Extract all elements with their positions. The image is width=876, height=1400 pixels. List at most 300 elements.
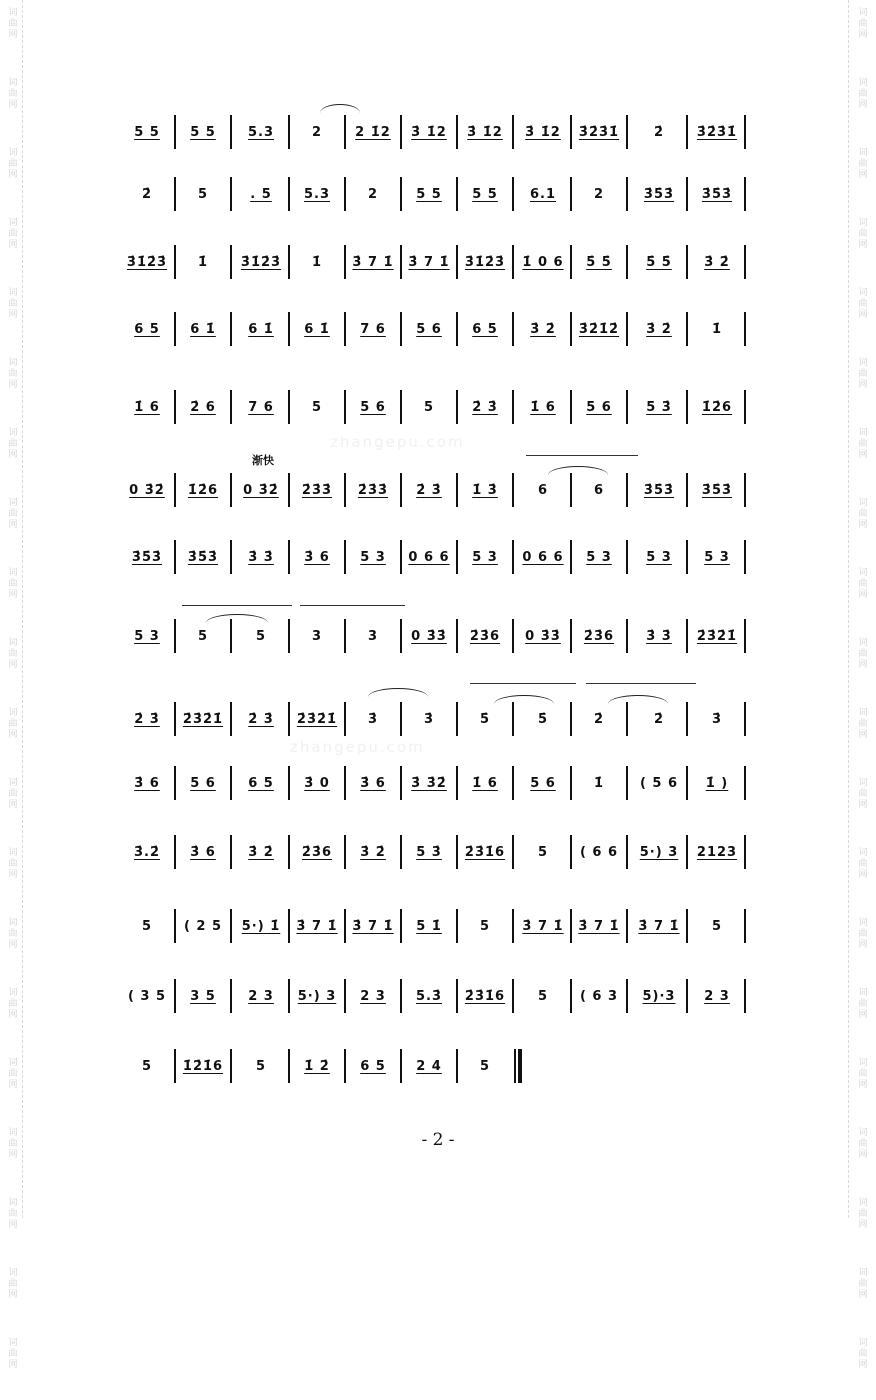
bar-line bbox=[230, 619, 232, 653]
side-mark bbox=[856, 1190, 870, 1260]
bar-line bbox=[512, 702, 514, 736]
side-mark bbox=[6, 1330, 20, 1400]
side-mark-char: 曲 bbox=[858, 649, 868, 659]
measure-notes: 1̇ 6 bbox=[530, 400, 556, 415]
measure-notes: 5 bbox=[197, 187, 209, 202]
side-mark bbox=[856, 1330, 870, 1400]
final-barline-thin bbox=[514, 1049, 516, 1083]
side-mark-char: 词 bbox=[858, 288, 868, 298]
measure-notes: 2 bbox=[593, 187, 605, 202]
measure-notes: 5)·3 bbox=[642, 989, 676, 1004]
right-watermark-column bbox=[856, 0, 870, 1400]
bar-line bbox=[686, 177, 688, 211]
side-mark-char: 曲 bbox=[8, 999, 18, 1009]
measure-notes: 5·) 1̇ bbox=[241, 919, 281, 934]
side-mark-char: 网 bbox=[8, 1220, 18, 1230]
score-row bbox=[120, 388, 760, 428]
final-barline-thick bbox=[518, 1049, 522, 1083]
tempo-marking: 渐快 bbox=[252, 454, 274, 467]
measure-notes: 2123 bbox=[696, 845, 738, 860]
measure-notes: 5 5 bbox=[416, 187, 442, 202]
measure-notes: 5 3 bbox=[586, 550, 612, 565]
side-mark-char: 网 bbox=[8, 1150, 18, 1160]
measure-notes: 2 3 bbox=[248, 989, 274, 1004]
measure-notes: 0 3̇3̇ bbox=[411, 629, 447, 644]
bar-line bbox=[230, 979, 232, 1013]
side-mark bbox=[6, 210, 20, 280]
side-mark-char: 网 bbox=[858, 30, 868, 40]
side-mark bbox=[6, 1190, 20, 1260]
side-mark-char: 词 bbox=[858, 918, 868, 928]
slur-mark bbox=[608, 695, 668, 704]
measure-notes: 3̇ bbox=[423, 712, 435, 727]
side-mark-char: 网 bbox=[8, 590, 18, 600]
side-mark-char: 词 bbox=[858, 1058, 868, 1068]
measure-notes: 1̇ bbox=[197, 255, 209, 270]
bar-line bbox=[686, 835, 688, 869]
side-mark-char: 网 bbox=[8, 450, 18, 460]
measure-notes: 3̇ 2̇ bbox=[360, 845, 386, 860]
measure-notes: 3̇ 1̇2 bbox=[467, 125, 503, 140]
side-mark bbox=[856, 140, 870, 210]
measure-notes: 2̇3̇6 bbox=[301, 845, 333, 860]
bar-line bbox=[744, 177, 746, 211]
bar-line bbox=[626, 835, 628, 869]
measure-notes: 5̇ bbox=[479, 712, 491, 727]
side-mark-char: 网 bbox=[858, 1150, 868, 1160]
side-mark-char: 曲 bbox=[8, 1139, 18, 1149]
side-mark-char: 网 bbox=[858, 590, 868, 600]
side-mark-char: 曲 bbox=[858, 929, 868, 939]
side-mark-char: 网 bbox=[858, 100, 868, 110]
measure-notes: 1̇ bbox=[711, 322, 723, 337]
side-mark-char: 词 bbox=[858, 848, 868, 858]
bar-line bbox=[626, 390, 628, 424]
side-mark-char: 曲 bbox=[8, 299, 18, 309]
side-mark bbox=[856, 630, 870, 700]
measure-notes: 2̇3̇3̇ bbox=[301, 483, 333, 498]
side-mark-char: 网 bbox=[858, 730, 868, 740]
bar-line bbox=[512, 390, 514, 424]
measure-notes: 5 6 bbox=[586, 400, 612, 415]
side-mark-char: 词 bbox=[858, 78, 868, 88]
bar-line bbox=[686, 473, 688, 507]
left-page-border bbox=[22, 0, 24, 1218]
bar-line bbox=[230, 473, 232, 507]
side-mark-char: 网 bbox=[858, 800, 868, 810]
bar-line bbox=[626, 909, 628, 943]
side-mark bbox=[6, 420, 20, 490]
side-mark-char: 词 bbox=[8, 358, 18, 368]
measure-notes: 6 bbox=[537, 483, 549, 498]
side-mark-char: 曲 bbox=[858, 999, 868, 1009]
side-mark-char: 网 bbox=[858, 450, 868, 460]
measure-notes: 5 3 bbox=[704, 550, 730, 565]
bar-line bbox=[744, 979, 746, 1013]
side-mark-char: 曲 bbox=[8, 859, 18, 869]
measure-notes: 2̇ 3̇ bbox=[472, 400, 498, 415]
measure-notes: 5 bbox=[423, 400, 435, 415]
measure-notes: 3 bbox=[367, 629, 379, 644]
measure-notes: 0 6 6 bbox=[522, 550, 564, 565]
side-mark-char: 曲 bbox=[8, 19, 18, 29]
bar-line bbox=[512, 766, 514, 800]
bar-line bbox=[626, 312, 628, 346]
side-mark bbox=[6, 70, 20, 140]
bar-line bbox=[230, 702, 232, 736]
measure-notes: 6.1 bbox=[529, 187, 557, 202]
side-mark bbox=[856, 0, 870, 70]
measure-notes: 5 6 bbox=[530, 776, 556, 791]
measure-notes: 5 6 bbox=[190, 776, 216, 791]
measure-notes: 3̇1̇2̇3̇ bbox=[240, 255, 282, 270]
measure-notes: 2̇3̇2̇1̇ bbox=[182, 712, 224, 727]
measure-notes: 6 1̇ bbox=[190, 322, 216, 337]
side-mark-char: 网 bbox=[8, 170, 18, 180]
measure-notes: 1̇ 2̇ bbox=[304, 1059, 330, 1074]
bar-line bbox=[512, 177, 514, 211]
measure-notes: 6 1̇ bbox=[248, 322, 274, 337]
side-mark-char: 词 bbox=[8, 988, 18, 998]
measure-notes: 3̇1̇2̇3̇ bbox=[126, 255, 168, 270]
side-mark-char: 词 bbox=[858, 988, 868, 998]
side-mark-char: 网 bbox=[8, 870, 18, 880]
side-mark-char: 网 bbox=[858, 1010, 868, 1020]
bar-line bbox=[744, 473, 746, 507]
side-mark-char: 网 bbox=[858, 380, 868, 390]
side-mark bbox=[856, 280, 870, 350]
side-mark-char: 词 bbox=[858, 568, 868, 578]
bar-line bbox=[744, 766, 746, 800]
measure-notes: 3̇ 7 1̇ bbox=[296, 919, 338, 934]
measure-notes: 3̇.2̇ bbox=[133, 845, 161, 860]
measure-notes: 5.3̇ bbox=[415, 989, 443, 1004]
side-mark-char: 词 bbox=[858, 638, 868, 648]
side-mark bbox=[856, 1260, 870, 1330]
side-mark-char: 词 bbox=[858, 1128, 868, 1138]
measure-notes: 7 6 bbox=[360, 322, 386, 337]
watermark-text-2: zhangepu.com bbox=[290, 738, 425, 756]
measure-notes: 3̇2̇3̇1̇ bbox=[578, 125, 620, 140]
side-mark-char: 曲 bbox=[858, 579, 868, 589]
measure-notes: 3̇5̇3̇ bbox=[701, 483, 733, 498]
side-mark-char: 词 bbox=[8, 1198, 18, 1208]
score-row bbox=[120, 617, 760, 657]
side-mark-char: 网 bbox=[858, 870, 868, 880]
bar-line bbox=[626, 619, 628, 653]
side-mark-char: 网 bbox=[8, 730, 18, 740]
measure-notes: 3 5 bbox=[190, 989, 216, 1004]
side-mark-char: 词 bbox=[858, 428, 868, 438]
side-mark bbox=[6, 700, 20, 770]
side-mark-char: 词 bbox=[858, 8, 868, 18]
bar-line bbox=[626, 540, 628, 574]
measure-notes: 3̇ 2̇ bbox=[646, 322, 672, 337]
bar-line bbox=[744, 540, 746, 574]
measure-notes: 5 bbox=[141, 1059, 153, 1074]
bar-line bbox=[512, 540, 514, 574]
measure-notes: 6 bbox=[593, 483, 605, 498]
score-row bbox=[120, 700, 760, 740]
bar-line bbox=[230, 1049, 232, 1083]
bar-line bbox=[626, 473, 628, 507]
side-mark bbox=[6, 140, 20, 210]
bar-line bbox=[512, 245, 514, 279]
measure-notes: 5 3 bbox=[472, 550, 498, 565]
left-watermark-column bbox=[6, 0, 20, 1400]
measure-notes: 5 6 bbox=[416, 322, 442, 337]
measure-notes: 5 3̇ bbox=[646, 400, 672, 415]
bar-line bbox=[512, 979, 514, 1013]
side-mark-char: 网 bbox=[8, 1080, 18, 1090]
side-mark-char: 词 bbox=[858, 148, 868, 158]
side-mark-char: 网 bbox=[8, 1360, 18, 1370]
measure-notes: ( 5 6 bbox=[639, 776, 679, 791]
side-mark bbox=[856, 700, 870, 770]
measure-notes: 1̇2̇6 bbox=[701, 400, 733, 415]
measure-notes: 2̇ bbox=[593, 712, 605, 727]
fermata-bracket bbox=[470, 683, 576, 684]
side-mark-char: 网 bbox=[8, 380, 18, 390]
measure-notes: 5 bbox=[141, 919, 153, 934]
score-row bbox=[120, 471, 760, 511]
bar-line bbox=[626, 766, 628, 800]
measure-notes: 5 3̇ bbox=[416, 845, 442, 860]
side-mark-char: 曲 bbox=[8, 929, 18, 939]
bar-line bbox=[626, 177, 628, 211]
bar-line bbox=[686, 540, 688, 574]
measure-notes: 3̇ 0 bbox=[304, 776, 330, 791]
measure-notes: 1̇ 6 bbox=[472, 776, 498, 791]
side-mark-char: 曲 bbox=[858, 1349, 868, 1359]
fermata-bracket bbox=[300, 605, 405, 606]
measure-notes: 1̇ bbox=[593, 776, 605, 791]
bar-line bbox=[512, 909, 514, 943]
side-mark bbox=[856, 350, 870, 420]
measure-notes: 1̇2̇1̇6 bbox=[182, 1059, 224, 1074]
measure-notes: 3̇ 2̇ bbox=[530, 322, 556, 337]
bar-line bbox=[230, 909, 232, 943]
bar-line bbox=[230, 766, 232, 800]
measure-notes: 1̇ 6 bbox=[134, 400, 160, 415]
measure-notes: 3̇5̇3̇ bbox=[643, 187, 675, 202]
bar-line bbox=[686, 766, 688, 800]
side-mark-char: 词 bbox=[858, 218, 868, 228]
measure-notes: 5 bbox=[479, 919, 491, 934]
side-mark-char: 网 bbox=[858, 1290, 868, 1300]
measure-notes: 2 4 bbox=[416, 1059, 442, 1074]
side-mark-char: 网 bbox=[8, 800, 18, 810]
side-mark bbox=[856, 980, 870, 1050]
side-mark-char: 网 bbox=[8, 310, 18, 320]
side-mark bbox=[856, 840, 870, 910]
measure-notes: 5 3 bbox=[134, 629, 160, 644]
measure-notes: 1̇2̇6 bbox=[187, 483, 219, 498]
measure-notes: 5 bbox=[537, 989, 549, 1004]
bar-line bbox=[744, 390, 746, 424]
slur-mark bbox=[548, 466, 608, 475]
side-mark-char: 曲 bbox=[8, 1279, 18, 1289]
bar-line bbox=[512, 835, 514, 869]
measure-notes: 2̇3̇2̇1̇ bbox=[296, 712, 338, 727]
side-mark-char: 网 bbox=[8, 520, 18, 530]
side-mark-char: 词 bbox=[858, 778, 868, 788]
side-mark-char: 曲 bbox=[8, 1069, 18, 1079]
measure-notes: 5̇ bbox=[537, 712, 549, 727]
side-mark bbox=[856, 910, 870, 980]
measure-notes: 2̇ 3̇ bbox=[134, 712, 160, 727]
score-row bbox=[120, 310, 760, 350]
side-mark bbox=[6, 0, 20, 70]
measure-notes: 5 bbox=[711, 919, 723, 934]
bar-line bbox=[626, 245, 628, 279]
side-mark-char: 曲 bbox=[8, 719, 18, 729]
measure-notes: 3̇ 1̇2 bbox=[525, 125, 561, 140]
bar-line bbox=[686, 312, 688, 346]
bar-line bbox=[230, 390, 232, 424]
side-mark-char: 网 bbox=[8, 30, 18, 40]
side-mark-char: 网 bbox=[858, 240, 868, 250]
side-mark bbox=[6, 280, 20, 350]
measure-notes: 5 bbox=[197, 629, 209, 644]
side-mark-char: 词 bbox=[8, 708, 18, 718]
measure-notes: 3̇ 3̇2̇ bbox=[411, 776, 447, 791]
score-row bbox=[120, 175, 760, 215]
fermata-bracket bbox=[182, 605, 292, 606]
bar-line bbox=[512, 473, 514, 507]
side-mark-char: 曲 bbox=[858, 509, 868, 519]
measure-notes: 3̇ 6 bbox=[360, 776, 386, 791]
side-mark-char: 词 bbox=[858, 1268, 868, 1278]
measure-notes: 1̇ 3̇ bbox=[472, 483, 498, 498]
measure-notes: 5 5 bbox=[134, 125, 160, 140]
side-mark-char: 网 bbox=[8, 1290, 18, 1300]
measure-notes: 2̇ 3̇ bbox=[416, 483, 442, 498]
side-mark-char: 曲 bbox=[858, 299, 868, 309]
bar-line bbox=[230, 245, 232, 279]
slur-mark bbox=[368, 688, 428, 697]
measure-notes: 5 6 bbox=[360, 400, 386, 415]
score-row bbox=[120, 538, 760, 578]
page-number: - 2 - bbox=[421, 1130, 455, 1150]
bar-line bbox=[744, 702, 746, 736]
measure-notes: 3̇ 7 1̇ bbox=[578, 919, 620, 934]
measure-notes: 0 3̇2̇ bbox=[243, 483, 279, 498]
measure-notes: 2̇3̇3̇ bbox=[357, 483, 389, 498]
slur-mark bbox=[320, 104, 360, 113]
measure-notes: 1̇ 0 6 bbox=[522, 255, 564, 270]
bar-line bbox=[744, 909, 746, 943]
side-mark-char: 网 bbox=[858, 1080, 868, 1090]
measure-notes: 3̇ bbox=[367, 712, 379, 727]
measure-notes: 2̇3̇1̇6 bbox=[464, 989, 506, 1004]
measure-notes: 2 bbox=[311, 125, 323, 140]
side-mark bbox=[856, 70, 870, 140]
measure-notes: 5 bbox=[537, 845, 549, 860]
side-mark-char: 曲 bbox=[8, 649, 18, 659]
bar-line bbox=[686, 390, 688, 424]
measure-notes: 2̇3̇2̇1̇ bbox=[696, 629, 738, 644]
measure-notes: 3 bbox=[311, 629, 323, 644]
side-mark-char: 词 bbox=[8, 8, 18, 18]
side-mark bbox=[6, 1260, 20, 1330]
measure-notes: 6 5 bbox=[360, 1059, 386, 1074]
bar-line bbox=[686, 909, 688, 943]
side-mark-char: 曲 bbox=[8, 369, 18, 379]
measure-notes: 5 1̇ bbox=[416, 919, 442, 934]
side-mark-char: 词 bbox=[858, 1338, 868, 1348]
fermata-bracket bbox=[586, 683, 696, 684]
measure-notes: 5·) 3 bbox=[639, 845, 679, 860]
measure-notes: 3̇5̇3̇ bbox=[701, 187, 733, 202]
measure-notes: 1̇ ) bbox=[705, 776, 729, 791]
bar-line bbox=[626, 702, 628, 736]
measure-notes: 2̇ bbox=[141, 187, 153, 202]
measure-notes: 2̇ bbox=[653, 712, 665, 727]
side-mark-char: 词 bbox=[8, 498, 18, 508]
side-mark-char: 词 bbox=[8, 1338, 18, 1348]
side-mark-char: 曲 bbox=[858, 19, 868, 29]
measure-notes: 6 1̇ bbox=[304, 322, 330, 337]
side-mark-char: 曲 bbox=[8, 229, 18, 239]
bar-line bbox=[744, 835, 746, 869]
side-mark-char: 词 bbox=[8, 218, 18, 228]
measure-notes: 2̇ 6 bbox=[190, 400, 216, 415]
measure-notes: 2̇3̇6 bbox=[469, 629, 501, 644]
measure-notes: 0 3̇2̇ bbox=[129, 483, 165, 498]
measure-notes: 5 5 bbox=[472, 187, 498, 202]
measure-notes: 3̇ 6 bbox=[134, 776, 160, 791]
side-mark-char: 网 bbox=[8, 660, 18, 670]
bar-line bbox=[744, 245, 746, 279]
side-mark-char: 曲 bbox=[8, 509, 18, 519]
side-mark bbox=[856, 1050, 870, 1120]
side-mark-char: 曲 bbox=[858, 159, 868, 169]
side-mark-char: 词 bbox=[8, 78, 18, 88]
side-mark bbox=[6, 840, 20, 910]
bar-line bbox=[744, 115, 746, 149]
slur-mark bbox=[494, 695, 554, 704]
side-mark bbox=[856, 560, 870, 630]
side-mark bbox=[856, 420, 870, 490]
side-mark-char: 曲 bbox=[8, 159, 18, 169]
side-mark bbox=[856, 770, 870, 840]
side-mark bbox=[6, 630, 20, 700]
score-row bbox=[120, 1047, 760, 1087]
watermark-text: zhangepu.com bbox=[330, 433, 465, 451]
side-mark-char: 词 bbox=[8, 918, 18, 928]
score-row bbox=[120, 243, 760, 283]
bar-line bbox=[230, 312, 232, 346]
measure-notes: 5 3 bbox=[646, 550, 672, 565]
side-mark-char: 网 bbox=[858, 660, 868, 670]
bar-line bbox=[686, 702, 688, 736]
measure-notes: 5 bbox=[311, 400, 323, 415]
side-mark-char: 网 bbox=[858, 520, 868, 530]
measure-notes: 3̇ 6 bbox=[304, 550, 330, 565]
side-mark-char: 网 bbox=[8, 1010, 18, 1020]
measure-notes: 5 bbox=[255, 1059, 267, 1074]
bar-line bbox=[626, 979, 628, 1013]
side-mark-char: 网 bbox=[858, 310, 868, 320]
side-mark bbox=[6, 1050, 20, 1120]
side-mark bbox=[6, 980, 20, 1050]
side-mark bbox=[6, 770, 20, 840]
side-mark-char: 曲 bbox=[858, 1139, 868, 1149]
side-mark-char: 词 bbox=[858, 498, 868, 508]
side-mark-char: 网 bbox=[858, 1220, 868, 1230]
measure-notes: 3̇ 2̇ bbox=[704, 255, 730, 270]
